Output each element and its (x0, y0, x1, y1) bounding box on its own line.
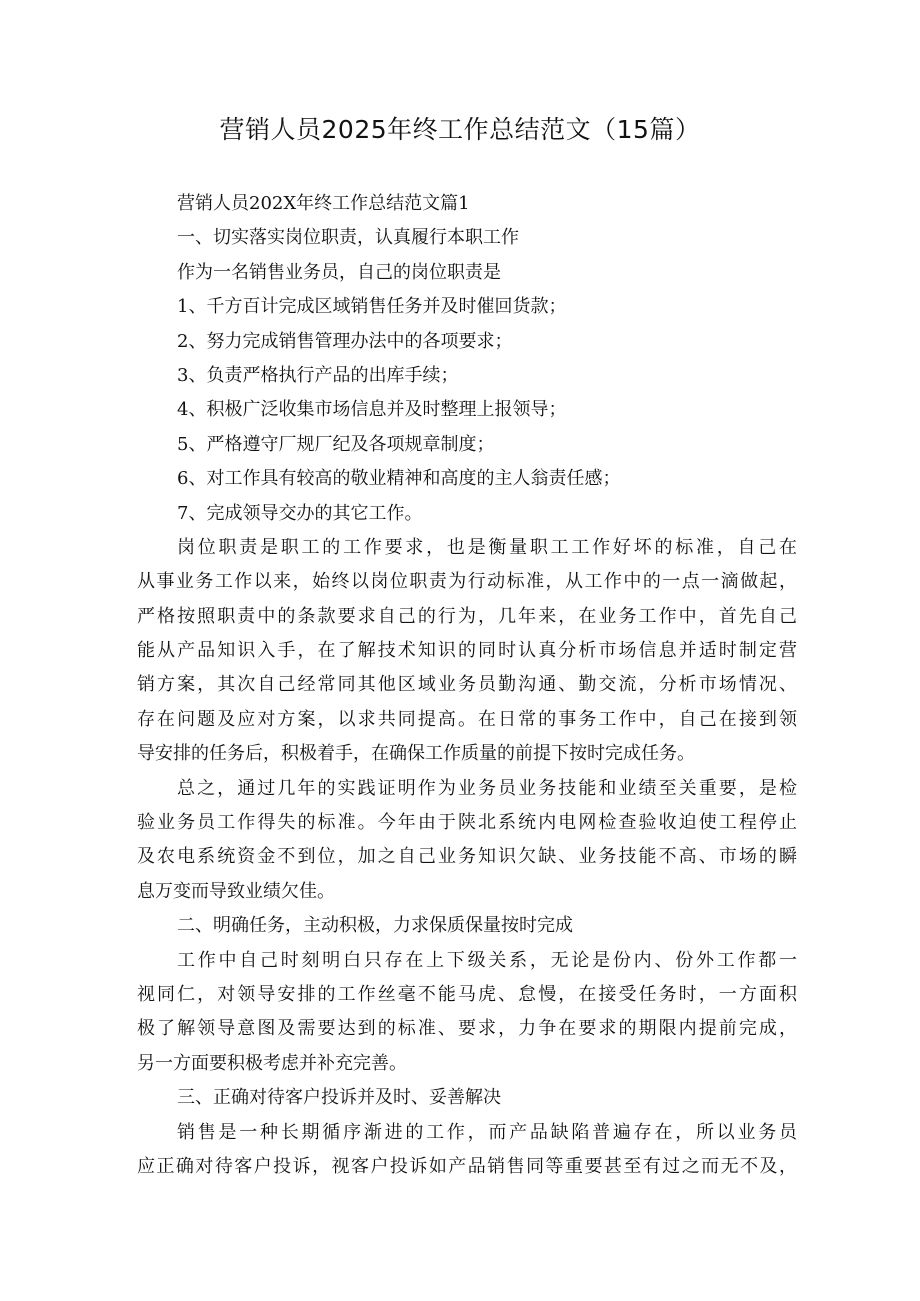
paragraph-line: 岗位职责是职工的工作要求，也是衡量职工工作好坏的标准，自己在 (177, 536, 797, 558)
list-item: 3、负责严格执行产品的出库手续； (177, 364, 459, 386)
paragraph-line: 总之，通过几年的实践证明作为业务员业务技能和业绩至关重要，是检 (177, 777, 797, 799)
paragraph-line: 能从产品知识入手，在了解技术知识的同时认真分析市场信息并适时制定营 (137, 640, 797, 662)
paragraph-line: 极了解领导意图及需要达到的标准、要求，力争在要求的期限内提前完成， (137, 1018, 797, 1040)
paragraph-line: 导安排的任务后，积极着手，在确保工作质量的前提下按时完成任务。 (137, 743, 695, 765)
paragraph-line: 另一方面要积极考虑并补充完善。 (137, 1052, 407, 1074)
list-item: 5、严格遵守厂规厂纪及各项规章制度； (177, 433, 495, 455)
list-item: 7、完成领导交办的其它工作。 (177, 502, 423, 524)
paragraph-line: 存在问题及应对方案，以求共同提高。在日常的事务工作中，自己在接到领 (137, 708, 797, 730)
list-item: 6、对工作具有较高的敬业精神和高度的主人翁责任感； (177, 468, 621, 490)
list-item: 4、积极广泛收集市场信息并及时整理上报领导； (177, 399, 567, 421)
paragraph-line: 息万变而导致业绩欠佳。 (137, 880, 335, 902)
paragraph-line: 应正确对待客户投诉，视客户投诉如产品销售同等重要甚至有过之而无不及， (137, 1155, 797, 1177)
paragraph-line: 验业务员工作得失的标准。今年由于陕北系统内电网检查验收迫使工程停止 (137, 812, 797, 834)
list-item: 2、努力完成销售管理办法中的各项要求； (177, 330, 513, 352)
document-title: 营销人员2025年终工作总结范文（15篇） (219, 115, 701, 144)
subsection-heading: 二、明确任务，主动积极，力求保质保量按时完成 (177, 915, 573, 937)
document-body (137, 187, 797, 1184)
list-item: 1、千方百计完成区域销售任务并及时催回货款； (177, 296, 567, 318)
paragraph-line: 从事业务工作以来，始终以岗位职责为行动标准，从工作中的一点一滴做起， (137, 571, 797, 593)
paragraph-line: 作为一名销售业务员，自己的岗位职责是 (177, 261, 501, 283)
paragraph-line: 严格按照职责中的条款要求自己的行为，几年来，在业务工作中，首先自己 (137, 605, 797, 627)
paragraph-line: 销售是一种长期循序渐进的工作，而产品缺陷普遍存在，所以业务员 (177, 1121, 797, 1143)
paragraph-line: 及农电系统资金不到位，加之自己业务知识欠缺、业务技能不高、市场的瞬 (137, 846, 797, 868)
paragraph-line: 销方案，其次自己经常同其他区域业务员勤沟通、勤交流，分析市场情况、 (137, 674, 797, 696)
section-heading: 营销人员202X年终工作总结范文篇1 (177, 193, 470, 214)
paragraph-line: 工作中自己时刻明白只存在上下级关系，无论是份内、份外工作都一 (177, 949, 797, 971)
paragraph-line: 视同仁，对领导安排的工作丝毫不能马虎、怠慢，在接受任务时，一方面积 (137, 983, 797, 1005)
subsection-heading: 三、正确对待客户投诉并及时、妥善解决 (177, 1087, 501, 1109)
subsection-heading: 一、切实落实岗位职责，认真履行本职工作 (177, 227, 519, 249)
